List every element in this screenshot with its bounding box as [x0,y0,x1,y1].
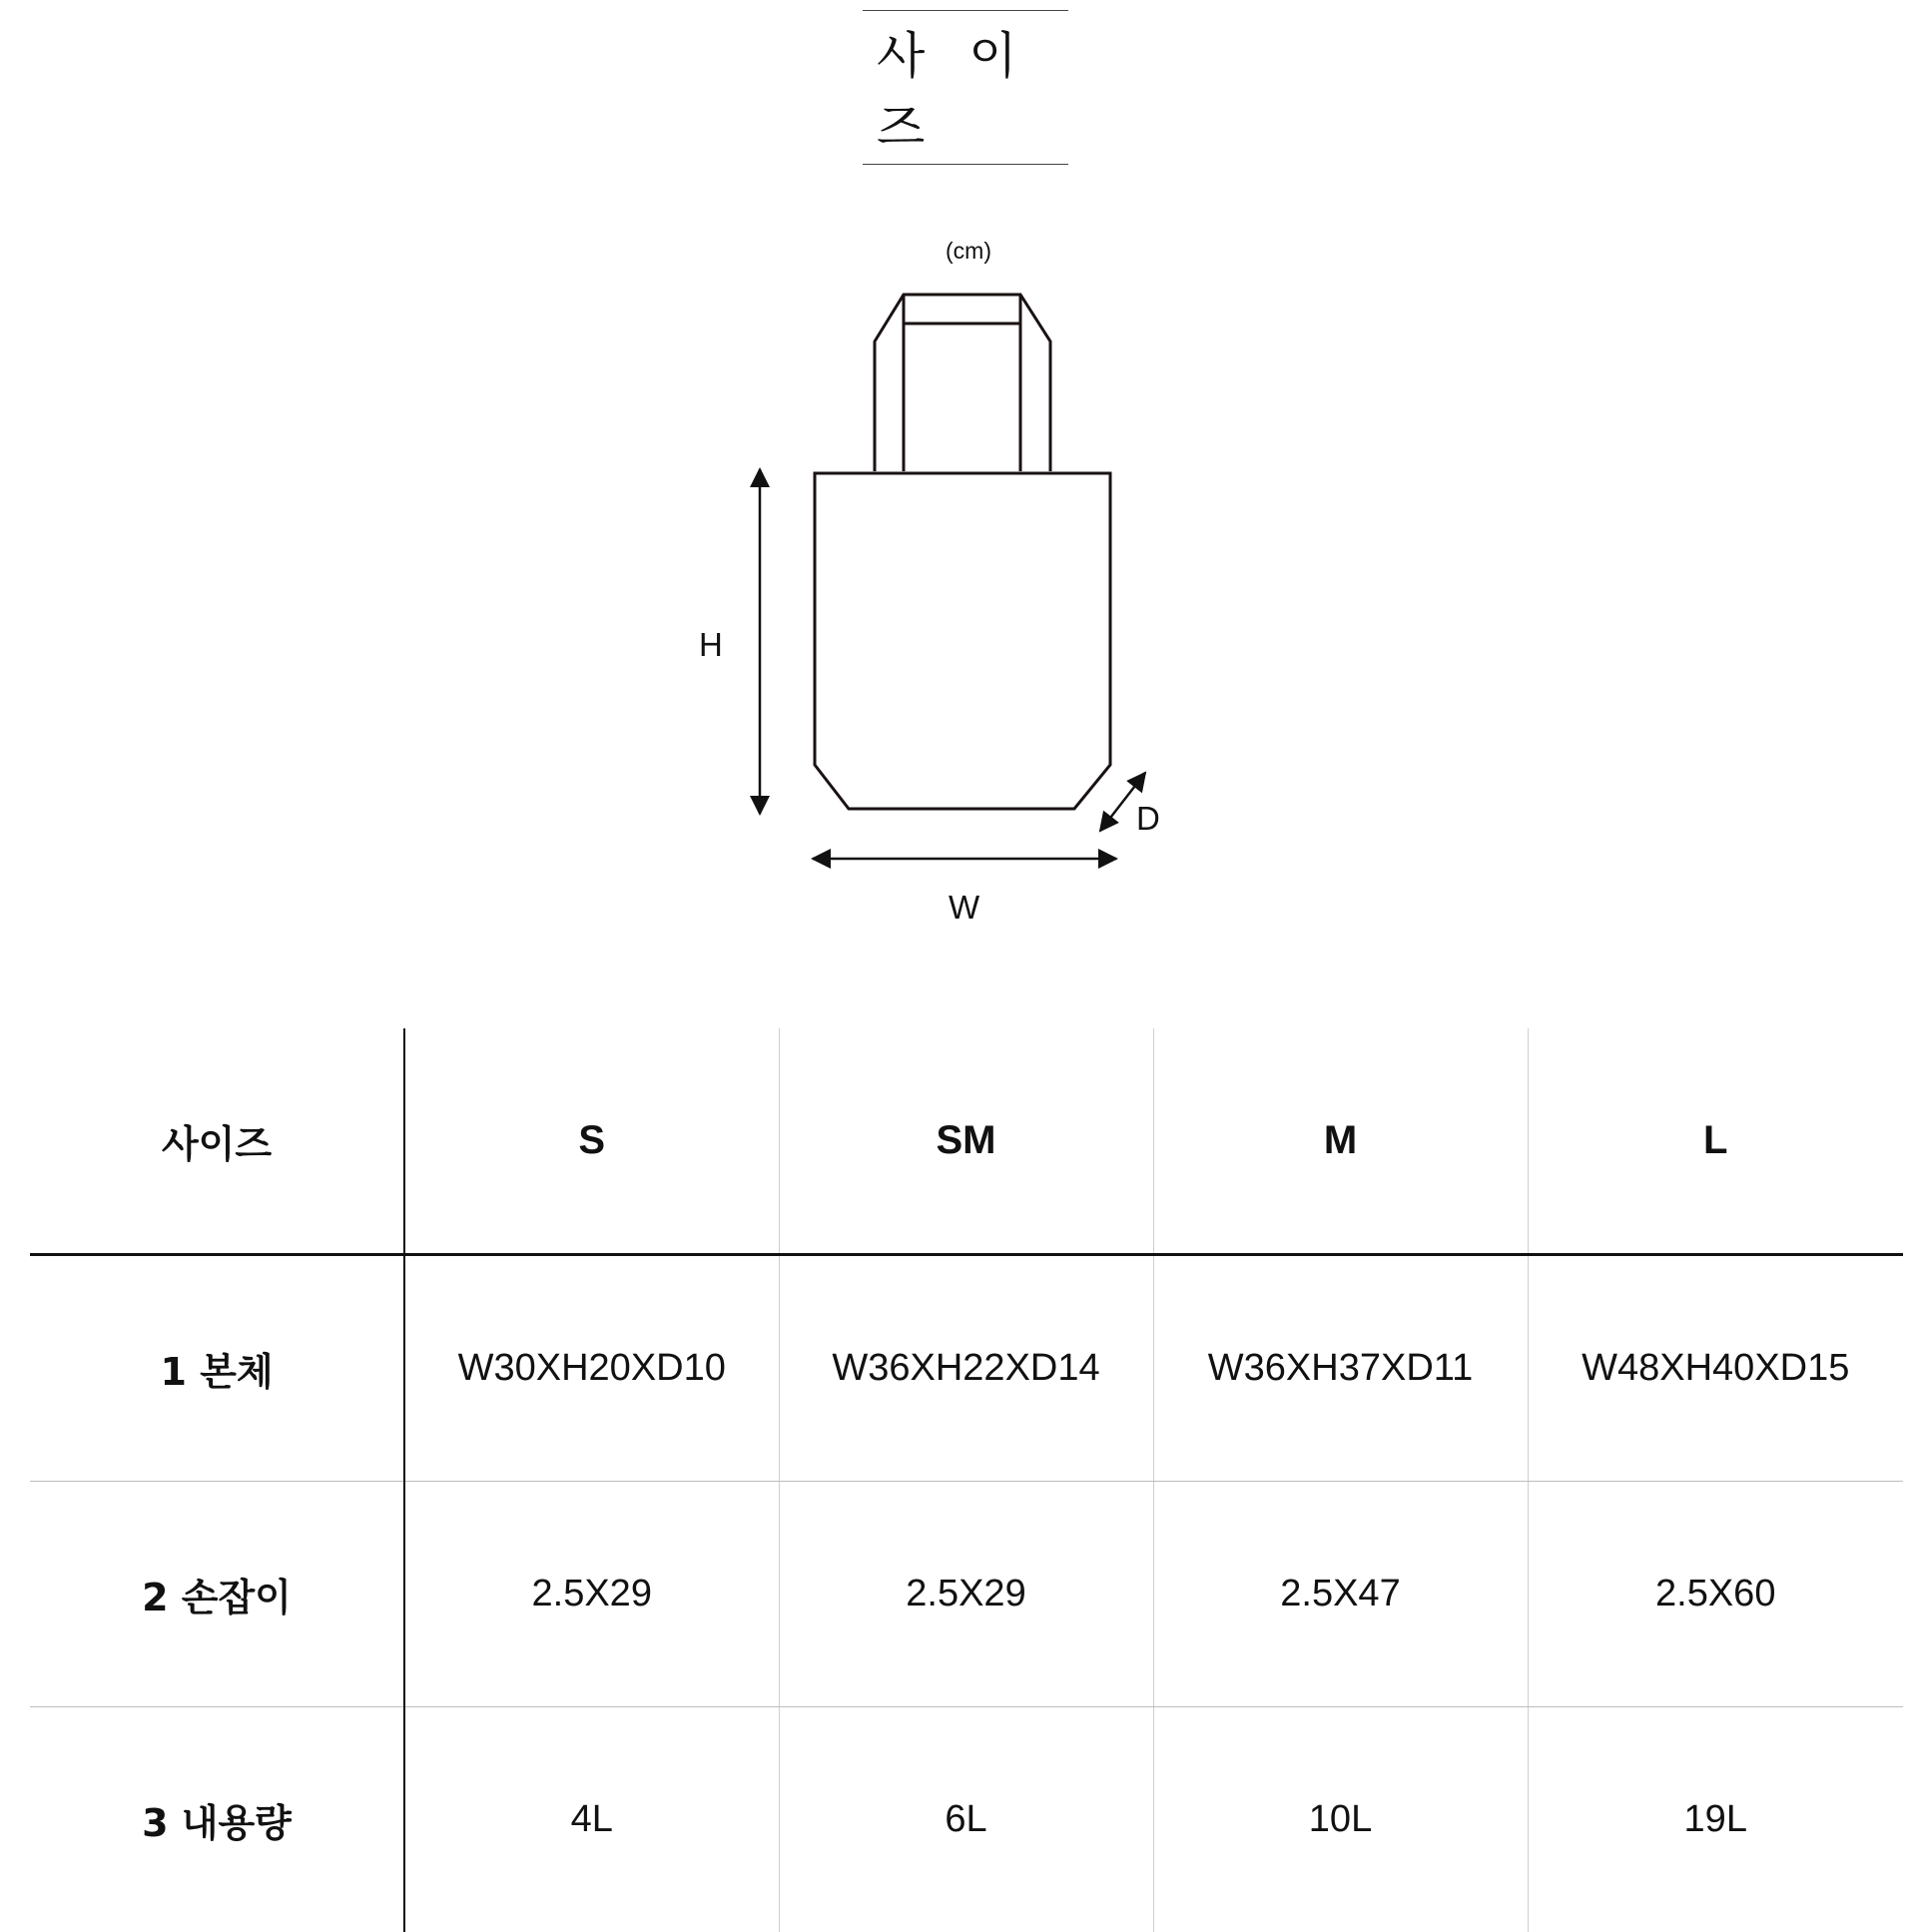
bag-body [815,473,1110,809]
row-label: 2 손잡이 [30,1482,404,1707]
unit-label: (cm) [899,238,1038,265]
column-header: S [404,1028,779,1255]
row-label: 1 본체 [30,1255,404,1482]
table-cell: 2.5X60 [1528,1482,1903,1707]
size-table [30,1028,1903,1932]
handle-outer [875,295,1050,471]
table-cell: W36XH37XD11 [1153,1255,1528,1482]
table-cell: 6L [779,1707,1153,1932]
column-header: M [1153,1028,1528,1255]
table-cell: 10L [1153,1707,1528,1932]
table-cell: 2.5X29 [779,1482,1153,1707]
height-label: H [699,626,723,664]
table-cell: W36XH22XD14 [779,1255,1153,1482]
column-header: L [1528,1028,1903,1255]
table-header-row [30,1028,1903,1255]
table-cell: W48XH40XD15 [1528,1255,1903,1482]
table-header-label: 사이즈 [30,1028,404,1255]
table-row [30,1482,1903,1707]
table-cell: 2.5X47 [1153,1482,1528,1707]
depth-label: D [1136,800,1160,838]
table-cell: 19L [1528,1707,1903,1932]
table-cell: 2.5X29 [404,1482,779,1707]
handle-inner [904,295,1020,471]
width-label: W [949,889,979,927]
tote-bag-diagram [0,0,1917,959]
table-row [30,1707,1903,1932]
section-title: 사 이 즈 [863,16,1068,160]
table-cell: W30XH20XD10 [404,1255,779,1482]
table-row [30,1255,1903,1482]
row-label: 3 내용량 [30,1707,404,1932]
column-header: SM [779,1028,1153,1255]
table-cell: 4L [404,1707,779,1932]
